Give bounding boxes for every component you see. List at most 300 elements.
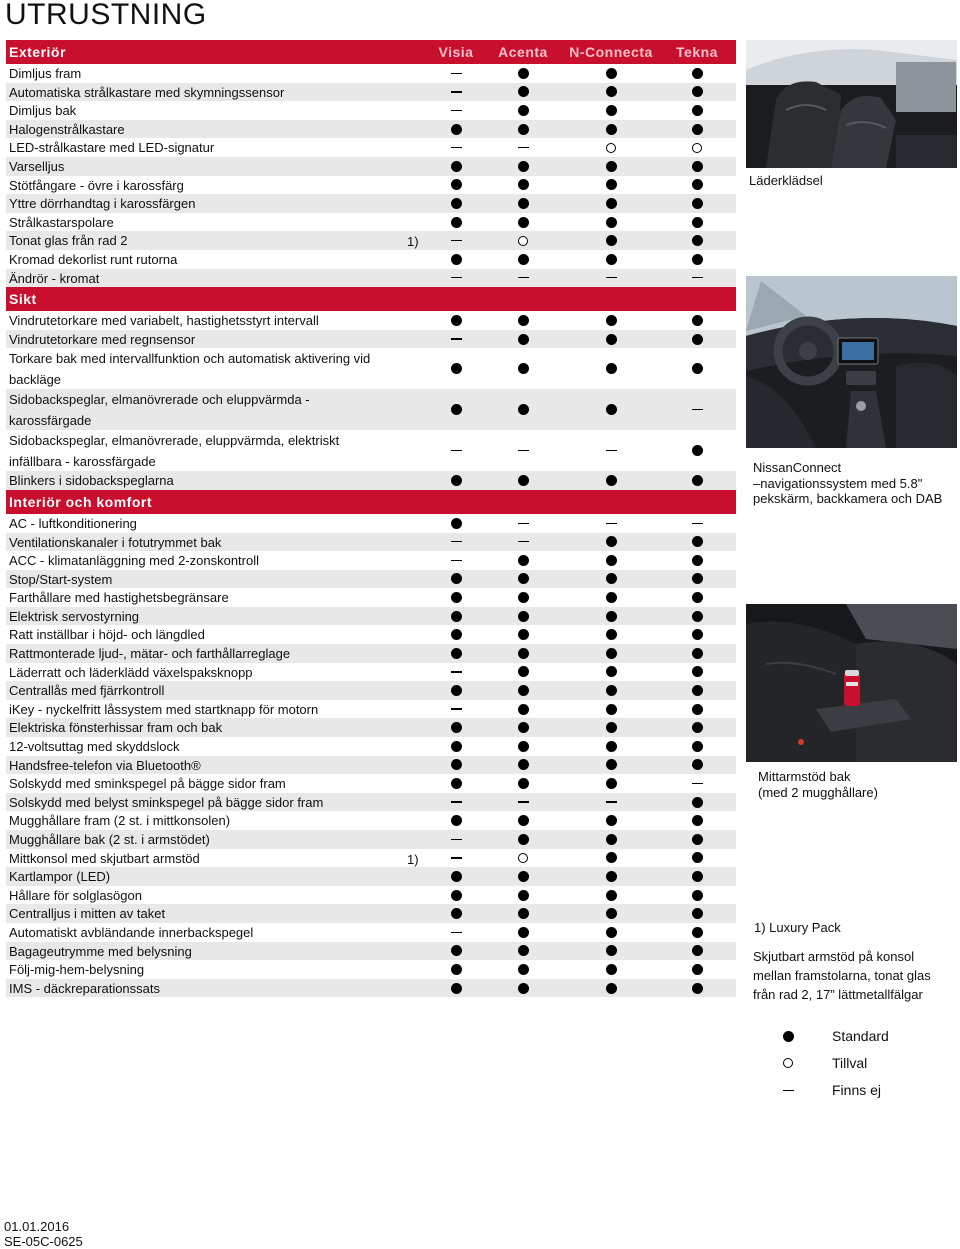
- standard-dot-icon: [515, 607, 531, 626]
- standard-dot-icon: [689, 849, 705, 868]
- not-available-dash-icon: [448, 83, 464, 102]
- standard-dot-icon: [689, 157, 705, 176]
- feature-label: [9, 159, 64, 174]
- feature-label: [9, 906, 165, 921]
- feature-label: [9, 103, 76, 118]
- standard-dot-icon: [515, 570, 531, 589]
- section-header: [6, 490, 736, 514]
- standard-dot-icon: [515, 330, 531, 349]
- standard-dot-icon: [689, 607, 705, 626]
- standard-dot-icon: [603, 923, 619, 942]
- feature-label: [9, 888, 142, 903]
- feature-label: [9, 313, 319, 328]
- standard-dot-icon: [689, 830, 705, 849]
- table-row: [6, 718, 736, 737]
- feature-label-line: Elektrisk servostyrning: [9, 608, 140, 624]
- standard-dot-icon: [689, 700, 705, 719]
- not-available-dash-icon: [689, 269, 705, 288]
- standard-dot-icon: [689, 960, 705, 979]
- standard-dot-icon: [689, 588, 705, 607]
- standard-dot-icon: [448, 644, 464, 663]
- standard-dot-icon: [515, 194, 531, 213]
- not-available-dash-icon: [448, 101, 464, 120]
- standard-dot-icon: [515, 979, 531, 998]
- standard-dot-icon: [448, 157, 464, 176]
- standard-dot-icon: [603, 231, 619, 250]
- standard-dot-icon: [515, 120, 531, 139]
- feature-label: [9, 271, 99, 286]
- feature-label-line: ACC - klimatanläggning med 2-zonskontroll: [9, 553, 260, 569]
- feature-label-line: iKey - nyckelfritt låssystem med startknapp för motorn: [9, 701, 319, 717]
- table-row: [6, 886, 736, 905]
- rear-armrest-photo: [746, 604, 957, 762]
- standard-dot-icon: [515, 311, 531, 330]
- feature-label-line: Bagageutrymme med belysning: [9, 943, 192, 959]
- standard-dot-icon: [603, 774, 619, 793]
- optional-ring-icon: [515, 231, 531, 250]
- feature-label: [9, 233, 128, 248]
- feature-label-line: Automatiska strålkastare med skymningssensor: [9, 84, 285, 100]
- table-row: [6, 570, 736, 589]
- standard-dot-icon: [603, 588, 619, 607]
- feature-label-line: LED-strålkastare med LED-signatur: [9, 140, 215, 156]
- standard-dot-icon: [515, 64, 531, 83]
- standard-dot-icon: [448, 514, 464, 533]
- table-row: [6, 348, 736, 389]
- feature-label: [9, 851, 200, 866]
- standard-dot-icon: [689, 625, 705, 644]
- page-title: UTRUSTNING: [5, 0, 207, 31]
- table-row: [6, 157, 736, 176]
- feature-label: [9, 252, 177, 267]
- table-row: [6, 793, 736, 812]
- feature-label: [9, 431, 339, 472]
- standard-dot-icon: [689, 194, 705, 213]
- not-available-dash-icon: [515, 138, 531, 157]
- footnote-ref: 1): [407, 234, 419, 250]
- section-header: [6, 287, 736, 311]
- leather-seats-photo: [746, 40, 957, 168]
- feature-label: [9, 646, 290, 661]
- standard-dot-icon: [448, 471, 464, 490]
- standard-dot-icon: [689, 644, 705, 663]
- feature-label-line: backläge: [9, 371, 62, 387]
- optional-ring-icon: [515, 849, 531, 868]
- standard-dot-icon: [448, 904, 464, 923]
- table-row: [6, 979, 736, 998]
- standard-dot-icon: [515, 157, 531, 176]
- feature-label: [9, 215, 114, 230]
- standard-dot-icon: [448, 570, 464, 589]
- standard-dot-icon: [448, 681, 464, 700]
- column-header: Tekna: [676, 44, 718, 60]
- not-available-dash-icon: [448, 700, 464, 719]
- not-available-dash-icon: [515, 514, 531, 533]
- standard-dot-icon: [603, 176, 619, 195]
- not-available-dash-icon: [603, 514, 619, 533]
- section-title: Interiör och komfort: [9, 493, 153, 510]
- standard-dot-icon: [515, 551, 531, 570]
- feature-label-line: Dimljus bak: [9, 103, 77, 119]
- table-row: [6, 269, 736, 288]
- feature-label: [9, 535, 221, 550]
- standard-dot-icon: [515, 663, 531, 682]
- standard-dot-icon: [448, 250, 464, 269]
- table-row: [6, 942, 736, 961]
- standard-dot-icon: [448, 348, 464, 389]
- table-row: [6, 551, 736, 570]
- standard-dot-icon: [689, 471, 705, 490]
- feature-label-line: IMS - däckreparationssats: [9, 980, 161, 996]
- not-available-dash-icon: [448, 663, 464, 682]
- feature-label-line: Centralljus i mitten av taket: [9, 906, 166, 922]
- standard-dot-icon: [689, 793, 705, 812]
- standard-dot-icon: [603, 886, 619, 905]
- not-available-dash-icon: [603, 793, 619, 812]
- feature-label: [9, 349, 370, 390]
- feature-label-line: Varselljus: [9, 158, 65, 174]
- standard-dot-icon: [448, 737, 464, 756]
- standard-dot-icon: [689, 942, 705, 961]
- standard-dot-icon: [603, 64, 619, 83]
- table-row: [6, 607, 736, 626]
- feature-label-line: Stötfångare - övre i karossfärg: [9, 177, 184, 193]
- dashboard-caption: NissanConnect –navigationssystem med 5.8" pekskärm, backkamera och DAB: [753, 460, 943, 506]
- standard-dot-icon: [603, 700, 619, 719]
- feature-label: [9, 122, 125, 137]
- standard-dot-icon: [603, 867, 619, 886]
- standard-dot-icon: [515, 960, 531, 979]
- table-row: [6, 644, 736, 663]
- dashboard-photo: [746, 276, 957, 448]
- column-header: N-Connecta: [569, 44, 653, 60]
- feature-label: [9, 85, 284, 100]
- not-available-dash-icon: [448, 64, 464, 83]
- not-available-dash-icon: [780, 1090, 796, 1091]
- not-available-dash-icon: [515, 533, 531, 552]
- table-row: [6, 430, 736, 471]
- feature-label-line: Torkare bak med intervallfunktion och automatisk aktivering vid: [9, 351, 371, 367]
- standard-dot-icon: [603, 625, 619, 644]
- feature-label-line: karossfärgade: [9, 412, 92, 428]
- feature-label-line: infällbara - karossfärgade: [9, 453, 156, 469]
- feature-label: [9, 739, 180, 754]
- optional-ring-icon: [689, 138, 705, 157]
- not-available-dash-icon: [448, 269, 464, 288]
- feature-label-line: Kromad dekorlist runt rutorna: [9, 251, 178, 267]
- standard-dot-icon: [689, 330, 705, 349]
- standard-dot-icon: [689, 570, 705, 589]
- feature-label: [9, 627, 205, 642]
- standard-dot-icon: [603, 311, 619, 330]
- not-available-dash-icon: [448, 430, 464, 471]
- section-header: [6, 40, 736, 64]
- standard-dot-icon: [448, 176, 464, 195]
- table-row: [6, 176, 736, 195]
- feature-label: [9, 140, 214, 155]
- standard-dot-icon: [603, 830, 619, 849]
- table-row: [6, 389, 736, 430]
- feature-label-line: Ventilationskanaler i fotutrymmet bak: [9, 534, 222, 550]
- standard-dot-icon: [448, 389, 464, 430]
- feature-label-line: Handsfree-telefon via Bluetooth®: [9, 757, 201, 773]
- footer-code: SE-05C-0625: [4, 1234, 83, 1249]
- table-row: [6, 681, 736, 700]
- standard-dot-icon: [515, 830, 531, 849]
- standard-dot-icon: [689, 250, 705, 269]
- standard-dot-icon: [603, 942, 619, 961]
- table-row: [6, 923, 736, 942]
- standard-dot-icon: [689, 83, 705, 102]
- standard-dot-icon: [448, 774, 464, 793]
- not-available-dash-icon: [448, 138, 464, 157]
- standard-dot-icon: [603, 811, 619, 830]
- feature-label: [9, 66, 81, 81]
- table-row: [6, 514, 736, 533]
- standard-dot-icon: [603, 533, 619, 552]
- standard-dot-icon: [448, 886, 464, 905]
- feature-label-line: Blinkers i sidobackspeglarna: [9, 473, 174, 489]
- standard-dot-icon: [603, 737, 619, 756]
- feature-label-line: Elektriska fönsterhissar fram och bak: [9, 720, 223, 736]
- feature-label-line: Halogenstrålkastare: [9, 121, 125, 137]
- section-title: Sikt: [9, 291, 37, 308]
- standard-dot-icon: [448, 811, 464, 830]
- standard-dot-icon: [603, 849, 619, 868]
- table-row: [6, 663, 736, 682]
- standard-dot-icon: [780, 1031, 796, 1042]
- standard-dot-icon: [515, 737, 531, 756]
- standard-dot-icon: [515, 389, 531, 430]
- table-row: [6, 830, 736, 849]
- feature-label: [9, 516, 137, 531]
- feature-label: [9, 925, 253, 940]
- standard-dot-icon: [515, 886, 531, 905]
- standard-dot-icon: [689, 430, 705, 471]
- standard-dot-icon: [689, 904, 705, 923]
- standard-dot-icon: [448, 979, 464, 998]
- standard-dot-icon: [515, 904, 531, 923]
- standard-dot-icon: [603, 756, 619, 775]
- feature-label-line: Mittkonsol med skjutbart armstöd: [9, 850, 200, 866]
- table-row: [6, 83, 736, 102]
- feature-label-line: Stop/Start-system: [9, 571, 113, 587]
- table-row: [6, 588, 736, 607]
- table-row: [6, 737, 736, 756]
- standard-dot-icon: [603, 120, 619, 139]
- standard-dot-icon: [689, 533, 705, 552]
- luxury-pack-description: Skjutbart armstöd på konsol mellan framstolarna, tonat glas från rad 2, 17” lättmetallfälgar: [753, 949, 931, 1002]
- standard-dot-icon: [689, 756, 705, 775]
- not-available-dash-icon: [448, 830, 464, 849]
- feature-label: [9, 702, 318, 717]
- table-row: [6, 64, 736, 83]
- standard-dot-icon: [515, 811, 531, 830]
- standard-dot-icon: [603, 471, 619, 490]
- feature-label-line: Mugghållare bak (2 st. i armstödet): [9, 832, 210, 847]
- standard-dot-icon: [603, 960, 619, 979]
- not-available-dash-icon: [448, 330, 464, 349]
- feature-label-line: Ändrör - kromat: [9, 270, 100, 286]
- feature-label: [9, 869, 110, 884]
- table-row: [6, 471, 736, 490]
- feature-label-line: Vindrutetorkare med variabelt, hastighetsstyrt intervall: [9, 313, 319, 329]
- feature-label: [9, 981, 160, 996]
- feature-label-line: Ratt inställbar i höjd- och längdled: [9, 627, 205, 643]
- standard-dot-icon: [603, 83, 619, 102]
- standard-dot-icon: [448, 960, 464, 979]
- feature-label-line: Rattmonterade ljud-, mätar- och farthållarreglage: [9, 646, 291, 662]
- standard-dot-icon: [603, 348, 619, 389]
- not-available-dash-icon: [448, 793, 464, 812]
- not-available-dash-icon: [603, 430, 619, 471]
- feature-label-line: Hållare för solglasögon: [9, 887, 142, 903]
- feature-label-line: Vindrutetorkare med regnsensor: [9, 331, 196, 347]
- feature-label-line: Sidobackspeglar, elmanövrerade, eluppvärmda, elektriskt: [9, 433, 340, 449]
- standard-dot-icon: [515, 83, 531, 102]
- optional-ring-icon: [603, 138, 619, 157]
- feature-label-line: 12-voltsuttag med skyddslock: [9, 739, 180, 755]
- standard-dot-icon: [448, 120, 464, 139]
- standard-dot-icon: [689, 867, 705, 886]
- standard-dot-icon: [515, 718, 531, 737]
- standard-dot-icon: [689, 737, 705, 756]
- table-row: [6, 811, 736, 830]
- standard-dot-icon: [448, 867, 464, 886]
- standard-dot-icon: [689, 718, 705, 737]
- standard-dot-icon: [603, 157, 619, 176]
- standard-dot-icon: [515, 588, 531, 607]
- feature-label: [9, 390, 310, 431]
- feature-label: [9, 758, 201, 773]
- standard-dot-icon: [448, 942, 464, 961]
- standard-dot-icon: [689, 176, 705, 195]
- standard-dot-icon: [603, 570, 619, 589]
- table-row: [6, 960, 736, 979]
- feature-label-line: Följ-mig-hem-belysning: [9, 962, 145, 978]
- not-available-dash-icon: [448, 533, 464, 552]
- not-available-dash-icon: [515, 430, 531, 471]
- table-row: [6, 867, 736, 886]
- feature-label: [9, 332, 195, 347]
- table-row: [6, 700, 736, 719]
- standard-dot-icon: [689, 923, 705, 942]
- standard-dot-icon: [603, 194, 619, 213]
- standard-dot-icon: [515, 101, 531, 120]
- feature-label-line: Strålkastarspolare: [9, 214, 114, 230]
- feature-label-line: Kartlampor (LED): [9, 869, 111, 885]
- table-row: [6, 625, 736, 644]
- rear-armrest-caption: Mittarmstöd bak (med 2 mugghållare): [758, 769, 878, 800]
- standard-dot-icon: [689, 663, 705, 682]
- standard-dot-icon: [515, 942, 531, 961]
- luxury-pack-title: 1) Luxury Pack: [754, 920, 841, 935]
- standard-dot-icon: [515, 700, 531, 719]
- standard-dot-icon: [515, 774, 531, 793]
- standard-dot-icon: [689, 551, 705, 570]
- standard-dot-icon: [515, 176, 531, 195]
- standard-dot-icon: [603, 607, 619, 626]
- footer-date: 01.01.2016: [4, 1219, 70, 1234]
- section-title: Exteriör: [9, 44, 66, 60]
- feature-label: [9, 720, 222, 735]
- table-row: [6, 756, 736, 775]
- standard-dot-icon: [448, 213, 464, 232]
- table-row: [6, 138, 736, 157]
- standard-dot-icon: [448, 588, 464, 607]
- feature-label-line: Solskydd med belyst sminkspegel på bägge sidor fram: [9, 794, 324, 810]
- standard-dot-icon: [603, 979, 619, 998]
- not-available-dash-icon: [689, 514, 705, 533]
- table-row: [6, 849, 736, 868]
- standard-dot-icon: [689, 348, 705, 389]
- feature-label-line: AC - luftkonditionering: [9, 515, 137, 531]
- standard-dot-icon: [689, 213, 705, 232]
- feature-label: [9, 473, 174, 488]
- standard-dot-icon: [515, 681, 531, 700]
- standard-dot-icon: [515, 348, 531, 389]
- feature-label: [9, 609, 139, 624]
- standard-dot-icon: [448, 311, 464, 330]
- footnote-ref: 1): [407, 851, 419, 867]
- standard-dot-icon: [689, 311, 705, 330]
- feature-label: [9, 776, 286, 791]
- feature-label: [9, 832, 210, 847]
- equipment-table: [6, 40, 736, 997]
- standard-dot-icon: [603, 330, 619, 349]
- standard-dot-icon: [689, 811, 705, 830]
- feature-label: [9, 178, 184, 193]
- standard-dot-icon: [603, 681, 619, 700]
- table-row: [6, 194, 736, 213]
- standard-dot-icon: [515, 471, 531, 490]
- table-row: [6, 231, 736, 250]
- standard-dot-icon: [515, 756, 531, 775]
- not-available-dash-icon: [689, 389, 705, 430]
- feature-label: [9, 553, 259, 568]
- standard-dot-icon: [515, 867, 531, 886]
- table-row: [6, 533, 736, 552]
- standard-dot-icon: [603, 718, 619, 737]
- table-row: [6, 311, 736, 330]
- table-row: [6, 904, 736, 923]
- feature-label: [9, 665, 253, 680]
- feature-label-line: Yttre dörrhandtag i karossfärgen: [9, 196, 196, 212]
- feature-label-line: Tonat glas från rad 2: [9, 233, 128, 249]
- feature-label-line: Solskydd med sminkspegel på bägge sidor fram: [9, 776, 286, 792]
- column-header: Acenta: [498, 44, 548, 60]
- not-available-dash-icon: [689, 774, 705, 793]
- feature-label: [9, 683, 164, 698]
- optional-ring-icon: [780, 1058, 796, 1068]
- standard-dot-icon: [603, 904, 619, 923]
- not-available-dash-icon: [448, 849, 464, 868]
- standard-dot-icon: [689, 101, 705, 120]
- table-row: [6, 330, 736, 349]
- feature-label-line: Mugghållare fram (2 st. i mittkonsolen): [9, 813, 231, 829]
- feature-label-line: Läderratt och läderklädd växelspaksknopp: [9, 664, 253, 680]
- standard-dot-icon: [448, 607, 464, 626]
- table-row: [6, 774, 736, 793]
- standard-dot-icon: [515, 923, 531, 942]
- standard-dot-icon: [603, 101, 619, 120]
- not-available-dash-icon: [515, 793, 531, 812]
- not-available-dash-icon: [448, 923, 464, 942]
- table-row: [6, 213, 736, 232]
- standard-dot-icon: [448, 194, 464, 213]
- standard-dot-icon: [515, 625, 531, 644]
- not-available-dash-icon: [448, 551, 464, 570]
